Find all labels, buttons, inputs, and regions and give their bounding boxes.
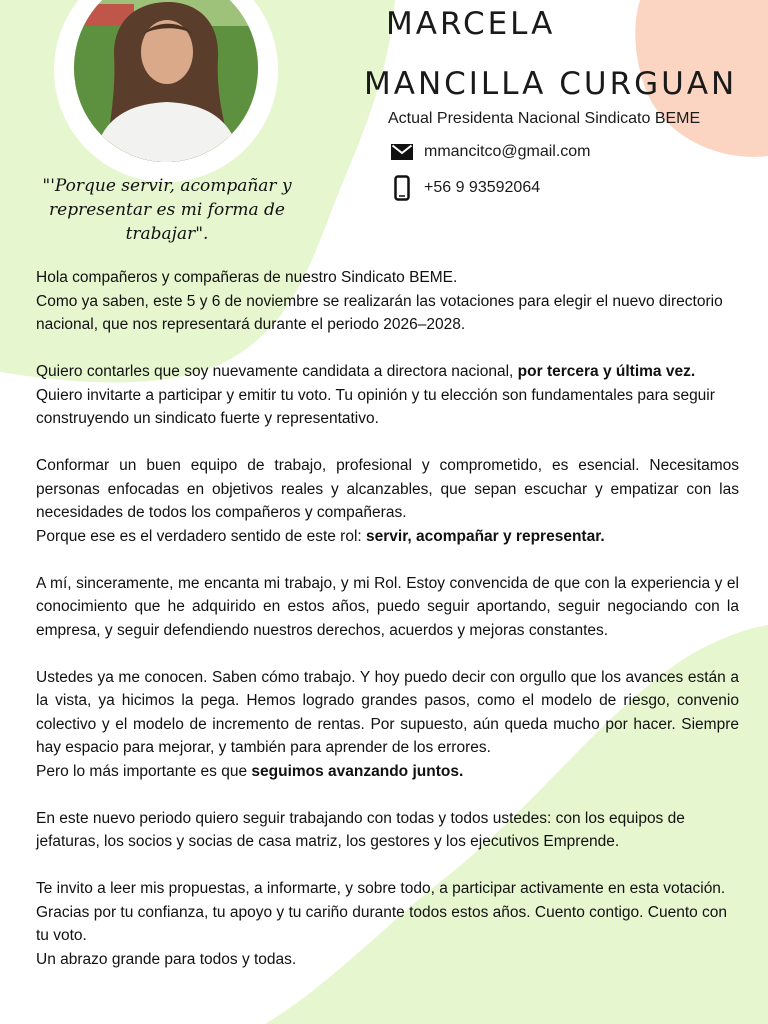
election-announcement: Como ya saben, este 5 y 6 de noviembre se realizarán las votaciones para elegir el nuevo directorio nacional, que nos representará durante el periodo 2026–2028.: [36, 292, 723, 333]
achievements-emphasis: seguimos avanzando juntos.: [251, 762, 464, 780]
paragraph-closing: [36, 877, 739, 971]
phone-text: +56 9 93592064: [424, 179, 541, 196]
farewell-text: Un abrazo grande para todos y todas.: [36, 950, 297, 968]
achievements-closing: Pero lo más importante es que: [36, 762, 252, 780]
paragraph-achievements: [36, 666, 739, 784]
paragraph-teams: En este nuevo periodo quiero seguir trabajando con todas y todos ustedes: con los equipos de jefaturas, los socios y socias de casa matriz, los gestores y los ejecutivos Emprende.: [36, 809, 685, 850]
mobile-phone-icon: [390, 175, 414, 201]
name-first: MARCELA: [386, 6, 556, 42]
phone-contact: [390, 175, 540, 201]
envelope-icon: [390, 144, 414, 160]
candidacy-text: Quiero contarles que soy nuevamente candidata a directora nacional,: [36, 363, 518, 380]
quote: "'Porque servir, acompañar y representar es mi forma de trabajar".: [42, 176, 292, 244]
paragraph-experience: A mí, sinceramente, me encanta mi trabajo, y mi Rol. Estoy convencida de que con la experiencia y el conocimiento que he adquirido en estos años, puedo seguir aportando, seguir negociando con la empresa, y seguir defendiendo nuestros derechos, acuerdos y mejoras constantes.: [36, 574, 739, 639]
invitation-text: Te invito a leer mis propuestas, a informarte, y sobre todo, a participar activamente en esta votación.: [36, 880, 726, 897]
paragraph-greeting: [36, 266, 739, 337]
email-contact: [390, 143, 591, 161]
role-title: Actual Presidenta Nacional Sindicato BEME: [388, 110, 701, 127]
paragraph-team: [36, 454, 739, 548]
candidacy-emphasis: por tercera y última vez.: [517, 363, 696, 380]
letter-body: [36, 266, 739, 971]
greeting-line: Hola compañeros y compañeras de nuestro Sindicato BEME.: [36, 269, 458, 286]
name-last: MANCILLA CURGUAN: [364, 66, 738, 102]
candidacy-invitation: Quiero invitarte a participar y emitir tu voto. Tu opinión y tu elección son fundamentales para seguir construyendo un sindicato fuerte y representativo.: [36, 386, 715, 427]
thanks-text: Gracias por tu confianza, tu apoyo y tu cariño durante todos estos años. Cuento contigo. Cuento con tu voto.: [36, 903, 728, 944]
role-sense-emphasis: servir, acompañar y representar.: [366, 527, 605, 545]
candidate-name: [364, 0, 764, 114]
role-sense-text: Porque ese es el verdadero sentido de este rol:: [36, 527, 367, 545]
achievements-text: Ustedes ya me conocen. Saben cómo trabajo. Y hoy puedo decir con orgullo que los avances están a la vista, ya hicimos la pega. Hemos logrado grandes pasos, como el modelo de riesgo, convenio colectivo y el modelo de incremento de rentas. Por supuesto, aún queda mucho por hacer. Siempre hay espacio para mejorar, y también para aprender de los errores.: [36, 668, 739, 756]
email-text: mmancitco@gmail.com: [424, 143, 591, 160]
paragraph-candidacy: [36, 360, 739, 431]
team-text: Conformar un buen equipo de trabajo, profesional y comprometido, es esencial. Necesitamos personas enfocadas en objetivos reales y alcanzables, que sepan escuchar y empatizar con las necesidades de todos los compañeros y compañeras.: [36, 457, 739, 521]
